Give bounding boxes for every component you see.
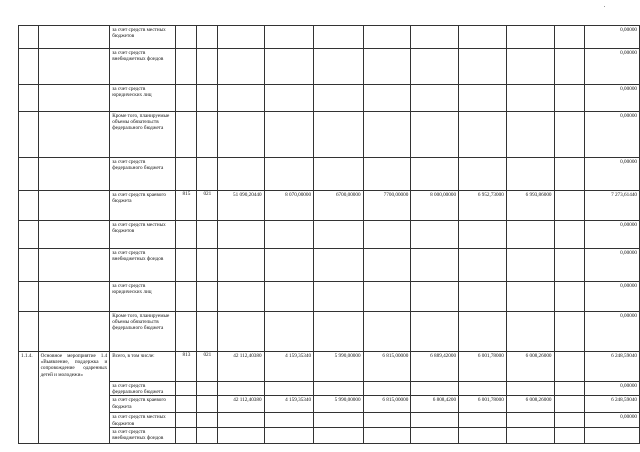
col-total-cell: 42 112,40380 [218, 352, 264, 382]
col-2017-cell: 6 808,4200 [411, 396, 459, 413]
col-grbs-cell [176, 396, 197, 413]
col-source-cell: за счет средств внебюджетных фондов [110, 249, 176, 282]
col-activity-cell: Основное мероприятие 1.4 «Выявление, поддержка и сопровождение одаренных детей и молодежи» [38, 352, 110, 444]
col-2014-cell: 8 070,00000 [264, 191, 314, 221]
col-number-cell: 1.1.4. [19, 352, 39, 444]
col-total-cell [218, 382, 264, 396]
col-rz-cell [197, 26, 218, 49]
col-2017-cell [411, 312, 459, 352]
col-total-cell [218, 26, 264, 49]
col-grbs-cell [176, 221, 197, 249]
col-2020-cell: 0,00000 [585, 85, 640, 112]
col-rz-cell [197, 413, 218, 427]
col-source-cell: за счет средств юридических лиц [110, 85, 176, 112]
col-grbs-cell: 815 [176, 191, 197, 221]
col-2018-cell [459, 112, 507, 158]
col-total-cell [218, 413, 264, 427]
col-2018-cell [459, 382, 507, 396]
col-rz-cell [197, 49, 218, 85]
col-2020-cell: 0,00000 [585, 158, 640, 191]
table-row [19, 221, 640, 249]
col-activity-cell [38, 221, 110, 249]
col-2014-cell [264, 382, 314, 396]
col-number-cell [19, 26, 39, 49]
col-rz-cell [197, 396, 218, 413]
col-extra-cell [554, 158, 585, 191]
table-row [19, 312, 640, 352]
col-2019-cell [506, 312, 554, 352]
col-2017-cell [411, 49, 459, 85]
col-2015-cell [314, 112, 364, 158]
col-2019-cell: 6 008,26000 [506, 396, 554, 413]
col-2015-cell [314, 221, 364, 249]
col-source-cell: за счет средств местных бюджетов [110, 221, 176, 249]
table-row [19, 352, 640, 382]
col-2014-cell [264, 49, 314, 85]
col-2015-cell [314, 85, 364, 112]
col-rz-cell [197, 112, 218, 158]
col-source-cell: за счет средств внебюджетных фондов [110, 427, 176, 443]
col-grbs-cell: 813 [176, 352, 197, 382]
col-2014-cell [264, 158, 314, 191]
col-grbs-cell [176, 413, 197, 427]
col-2017-cell [411, 427, 459, 443]
col-2018-cell: 6 952,73000 [459, 191, 507, 221]
col-number-cell [19, 112, 39, 158]
col-source-cell: за счет средств краевого бюджета [110, 396, 176, 413]
col-activity-cell [38, 26, 110, 49]
col-number-cell [19, 312, 39, 352]
col-2016-cell [363, 158, 411, 191]
col-2016-cell: 7700,00000 [363, 191, 411, 221]
col-grbs-cell [176, 249, 197, 282]
col-2014-cell [264, 282, 314, 312]
col-2014-cell: 4 159,35340 [264, 352, 314, 382]
col-2018-cell [459, 282, 507, 312]
col-2016-cell [363, 26, 411, 49]
col-extra-cell [554, 221, 585, 249]
col-activity-cell [38, 249, 110, 282]
col-2018-cell [459, 26, 507, 49]
col-2018-cell [459, 249, 507, 282]
col-2019-cell [506, 221, 554, 249]
col-number-cell [19, 282, 39, 312]
table-row [19, 382, 640, 396]
col-2014-cell: 4 159,35340 [264, 396, 314, 413]
col-2016-cell [363, 249, 411, 282]
col-2017-cell [411, 282, 459, 312]
col-total-cell [218, 312, 264, 352]
table-row [19, 249, 640, 282]
col-source-cell: за счет средств федерального бюджета [110, 382, 176, 396]
col-2017-cell [411, 26, 459, 49]
col-2014-cell [264, 413, 314, 427]
col-grbs-cell [176, 282, 197, 312]
col-total-cell [218, 249, 264, 282]
col-2016-cell [363, 282, 411, 312]
col-2018-cell [459, 427, 507, 443]
col-2019-cell [506, 112, 554, 158]
col-2014-cell [264, 221, 314, 249]
col-total-cell [218, 221, 264, 249]
col-grbs-cell [176, 158, 197, 191]
col-2016-cell [363, 85, 411, 112]
col-2015-cell: 6700,00000 [314, 191, 364, 221]
col-2015-cell [314, 382, 364, 396]
table-body [19, 26, 640, 444]
col-extra-cell [554, 312, 585, 352]
col-number-cell [19, 221, 39, 249]
col-2019-cell [506, 49, 554, 85]
col-number-cell [19, 158, 39, 191]
col-2020-cell: 7 273,61440 [585, 191, 640, 221]
col-2019-cell [506, 282, 554, 312]
table-row [19, 85, 640, 112]
col-2015-cell [314, 427, 364, 443]
col-2019-cell [506, 382, 554, 396]
col-rz-cell [197, 282, 218, 312]
col-2018-cell: 6 001,78000 [459, 352, 507, 382]
col-activity-cell [38, 49, 110, 85]
col-source-cell: за счет средств федерального бюджета [110, 158, 176, 191]
col-total-cell: 42 112,40380 [218, 396, 264, 413]
col-extra-cell [554, 112, 585, 158]
col-rz-cell [197, 158, 218, 191]
col-extra-cell [554, 49, 585, 85]
col-2014-cell [264, 112, 314, 158]
col-2020-cell: 0,00000 [585, 221, 640, 249]
col-activity-cell [38, 282, 110, 312]
col-2020-cell: 0,00000 [585, 249, 640, 282]
col-2016-cell [363, 312, 411, 352]
col-number-cell [19, 249, 39, 282]
col-number-cell [19, 85, 39, 112]
col-2015-cell [314, 312, 364, 352]
col-2016-cell [363, 427, 411, 443]
col-2018-cell [459, 158, 507, 191]
table-row [19, 49, 640, 85]
col-activity-cell [38, 85, 110, 112]
col-rz-cell [197, 312, 218, 352]
table-row [19, 191, 640, 221]
col-2019-cell [506, 26, 554, 49]
col-total-cell: 51 090,20440 [218, 191, 264, 221]
col-total-cell [218, 49, 264, 85]
col-2014-cell [264, 85, 314, 112]
col-2020-cell: 6 248,59040 [585, 352, 640, 382]
table-row [19, 112, 640, 158]
col-extra-cell [554, 352, 585, 382]
col-number-cell [19, 49, 39, 85]
col-2015-cell [314, 49, 364, 85]
col-extra-cell [554, 396, 585, 413]
col-2016-cell: 6 815,00000 [363, 396, 411, 413]
col-2019-cell: 6 993,86000 [506, 191, 554, 221]
col-2020-cell: 0,00000 [585, 112, 640, 158]
col-2015-cell [314, 249, 364, 282]
col-2016-cell [363, 221, 411, 249]
col-grbs-cell [176, 49, 197, 85]
col-rz-cell [197, 382, 218, 396]
col-2014-cell [264, 427, 314, 443]
col-2018-cell [459, 413, 507, 427]
col-rz-cell: 021 [197, 191, 218, 221]
col-2017-cell [411, 382, 459, 396]
col-2020-cell: 0,00000 [585, 312, 640, 352]
col-2018-cell [459, 49, 507, 85]
col-extra-cell [554, 85, 585, 112]
col-2019-cell [506, 158, 554, 191]
col-extra-cell [554, 382, 585, 396]
col-total-cell [218, 158, 264, 191]
col-source-cell: за счет средств внебюджетных фондов [110, 49, 176, 85]
col-2015-cell [314, 26, 364, 49]
col-2018-cell: 6 001,78000 [459, 396, 507, 413]
col-2019-cell: 6 008,26000 [506, 352, 554, 382]
col-extra-cell [554, 427, 585, 443]
col-2019-cell [506, 413, 554, 427]
col-2018-cell [459, 221, 507, 249]
col-2017-cell [411, 85, 459, 112]
col-2017-cell [411, 249, 459, 282]
table-row [19, 158, 640, 191]
col-2014-cell [264, 26, 314, 49]
col-2017-cell [411, 158, 459, 191]
col-activity-cell [38, 158, 110, 191]
table-row [19, 26, 640, 49]
col-grbs-cell [176, 85, 197, 112]
col-source-cell: Всего, в том числе: [110, 352, 176, 382]
col-grbs-cell [176, 427, 197, 443]
col-2020-cell: 0,00000 [585, 382, 640, 396]
col-2020-cell: 0,00000 [585, 282, 640, 312]
col-extra-cell [554, 26, 585, 49]
col-source-cell: за счет средств краевого бюджета [110, 191, 176, 221]
col-2019-cell [506, 427, 554, 443]
table-row [19, 427, 640, 443]
col-grbs-cell [176, 26, 197, 49]
col-2015-cell: 5 990,00000 [314, 352, 364, 382]
col-2014-cell [264, 312, 314, 352]
col-2019-cell [506, 85, 554, 112]
col-rz-cell: 021 [197, 352, 218, 382]
col-extra-cell [554, 249, 585, 282]
col-2016-cell [363, 112, 411, 158]
scan-speck [604, 6, 605, 7]
col-source-cell: за счет средств местных бюджетов [110, 413, 176, 427]
col-2020-cell [585, 427, 640, 443]
col-extra-cell [554, 413, 585, 427]
col-2016-cell [363, 49, 411, 85]
col-total-cell [218, 112, 264, 158]
col-2018-cell [459, 85, 507, 112]
table-row [19, 282, 640, 312]
col-2020-cell: 0,00000 [585, 26, 640, 49]
col-source-cell: за счет средств юридических лиц [110, 282, 176, 312]
col-2015-cell [314, 158, 364, 191]
table-row [19, 413, 640, 427]
col-activity-cell [38, 191, 110, 221]
budget-table [18, 25, 640, 444]
col-2014-cell [264, 249, 314, 282]
col-total-cell [218, 85, 264, 112]
col-rz-cell [197, 221, 218, 249]
col-2015-cell [314, 413, 364, 427]
col-2020-cell: 0,00000 [585, 413, 640, 427]
col-activity-cell [38, 312, 110, 352]
table-row [19, 396, 640, 413]
col-rz-cell [197, 249, 218, 282]
col-2015-cell: 5 990,00000 [314, 396, 364, 413]
col-2020-cell: 0,00000 [585, 49, 640, 85]
col-total-cell [218, 282, 264, 312]
col-grbs-cell [176, 382, 197, 396]
col-grbs-cell [176, 312, 197, 352]
col-source-cell: за счет средств местных бюджетов [110, 26, 176, 49]
col-2016-cell [363, 382, 411, 396]
col-source-cell: Кроме того, планируемые объемы обязательств федерального бюджета [110, 112, 176, 158]
col-2017-cell: 6 889,42000 [411, 352, 459, 382]
col-grbs-cell [176, 112, 197, 158]
col-rz-cell [197, 85, 218, 112]
col-2016-cell: 6 815,00000 [363, 352, 411, 382]
col-2015-cell [314, 282, 364, 312]
col-total-cell [218, 427, 264, 443]
col-number-cell [19, 191, 39, 221]
col-2020-cell: 6 248,59040 [585, 396, 640, 413]
col-2017-cell [411, 221, 459, 249]
col-2016-cell [363, 413, 411, 427]
col-extra-cell [554, 191, 585, 221]
col-2019-cell [506, 249, 554, 282]
col-2017-cell: 8 000,00000 [411, 191, 459, 221]
col-source-cell: Кроме того, планируемые объемы обязательств федерального бюджета [110, 312, 176, 352]
col-2017-cell [411, 112, 459, 158]
col-2017-cell [411, 413, 459, 427]
col-extra-cell [554, 282, 585, 312]
col-activity-cell [38, 112, 110, 158]
col-2018-cell [459, 312, 507, 352]
col-rz-cell [197, 427, 218, 443]
